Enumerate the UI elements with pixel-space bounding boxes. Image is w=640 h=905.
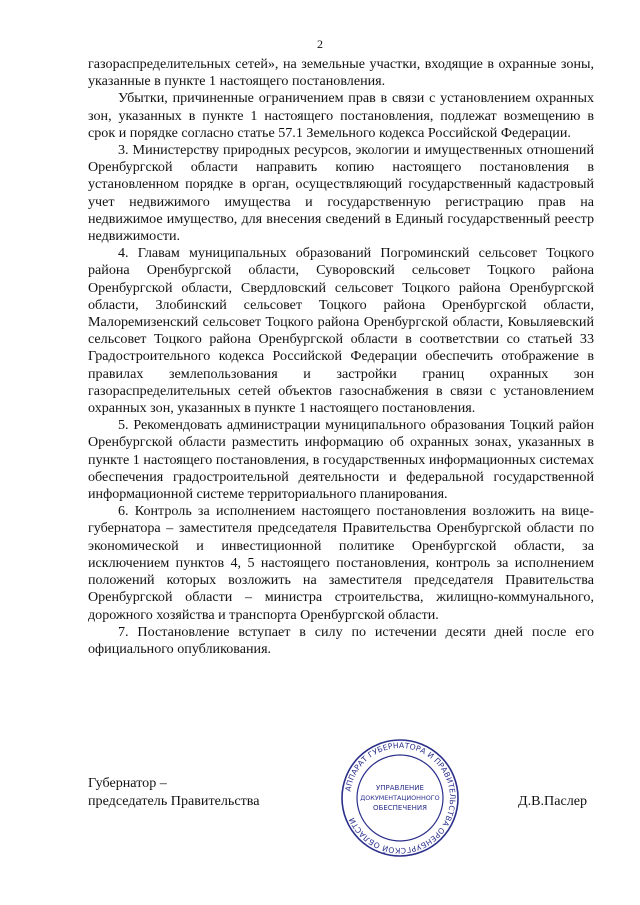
official-stamp: [340, 738, 460, 858]
paragraph-item-6: 6. Контроль за исполнением настоящего постановления возложить на вице-губернатора – заместителя председателя Правительства Оренбургской области по экономической и инвестиционной политике Оренбургской области, за исключением пунктов 4, 5 настоящего постановления, контроль за исполнением положений которых возложить на заместителя председателя Правительства Оренбургской области – министра строительства, жилищно-коммунального, дорожного хозяйства и транспорта Оренбургской области.: [88, 503, 594, 623]
paragraph-item-4: 4. Главам муниципальных образований Погроминский сельсовет Тоцкого района Оренбургской области, Суворовский сельсовет Тоцкого района Оренбургской области, Свердловский сельсовет Тоцкого района Оренбургской области, Злобинский сельсовет Тоцкого района Оренбургской области, Малоремизенский сельсовет Тоцкого района Оренбургской области, Ковыляевский сельсовет Тоцкого района Оренбургской области в соответствии со статьей 33 Градостроительного кодекса Российской Федерации обеспечить отображение в правилах землепользования и застройки границ охранных зон газораспределительных сетей объектов газоснабжения в связи с установлением охранных зон, указанных в пункте 1 настоящего постановления.: [88, 245, 594, 417]
signatory-name: Д.В.Паслер: [518, 793, 588, 809]
stamp-inner-line2: ДОКУМЕНТАЦИОННОГО: [360, 794, 440, 802]
stamp-inner-line3: ОБЕСПЕЧЕНИЯ: [373, 804, 427, 812]
signatory-title: [88, 775, 259, 810]
signatory-title-line2: председатель Правительства: [88, 792, 260, 809]
paragraph-item-5: 5. Рекомендовать администрации муниципального образования Тоцкий район Оренбургской области разместить информацию об охранных зонах, указанных в пункте 1 настоящего постановления, в государственных информационных системах обеспечения градостроительной деятельности и федеральной государственной информационной системе территориального планирования.: [88, 417, 594, 503]
page-number: 2: [317, 37, 323, 51]
paragraph-item-3: 3. Министерству природных ресурсов, экологии и имущественных отношений Оренбургской области направить копию настоящего постановления в установленном порядке в орган, осуществляющий государственный кадастровый учет недвижимого имущества и государственную регистрацию прав на недвижимое имущество, для внесения сведений в Единый государственный реестр недвижимости.: [88, 142, 594, 245]
stamp-inner-line1: УПРАВЛЕНИЕ: [376, 784, 424, 792]
stamp-outer-textpath: АППАРАТ ГУБЕРНАТОРА И ПРАВИТЕЛЬСТВА ОРЕНБУРГСКОЙ ОБЛАСТИ: [343, 740, 458, 856]
paragraph-damages: Убытки, причиненные ограничением прав в связи с установлением охранных зон, указанных в пункте 1 настоящего постановления, подлежат возмещению в срок и порядке согласно статье 57.1 Земельного кодекса Российской Федерации.: [88, 90, 594, 141]
paragraph-item-7: 7. Постановление вступает в силу по истечении десяти дней после его официального опубликования.: [88, 623, 594, 657]
document-body: [88, 56, 594, 658]
paragraph-continuation: газораспределительных сетей», на земельные участки, входящие в охранные зоны, указанные в пункте 1 настоящего постановления.: [88, 56, 594, 90]
signatory-title-line1: Губернатор –: [88, 775, 167, 791]
